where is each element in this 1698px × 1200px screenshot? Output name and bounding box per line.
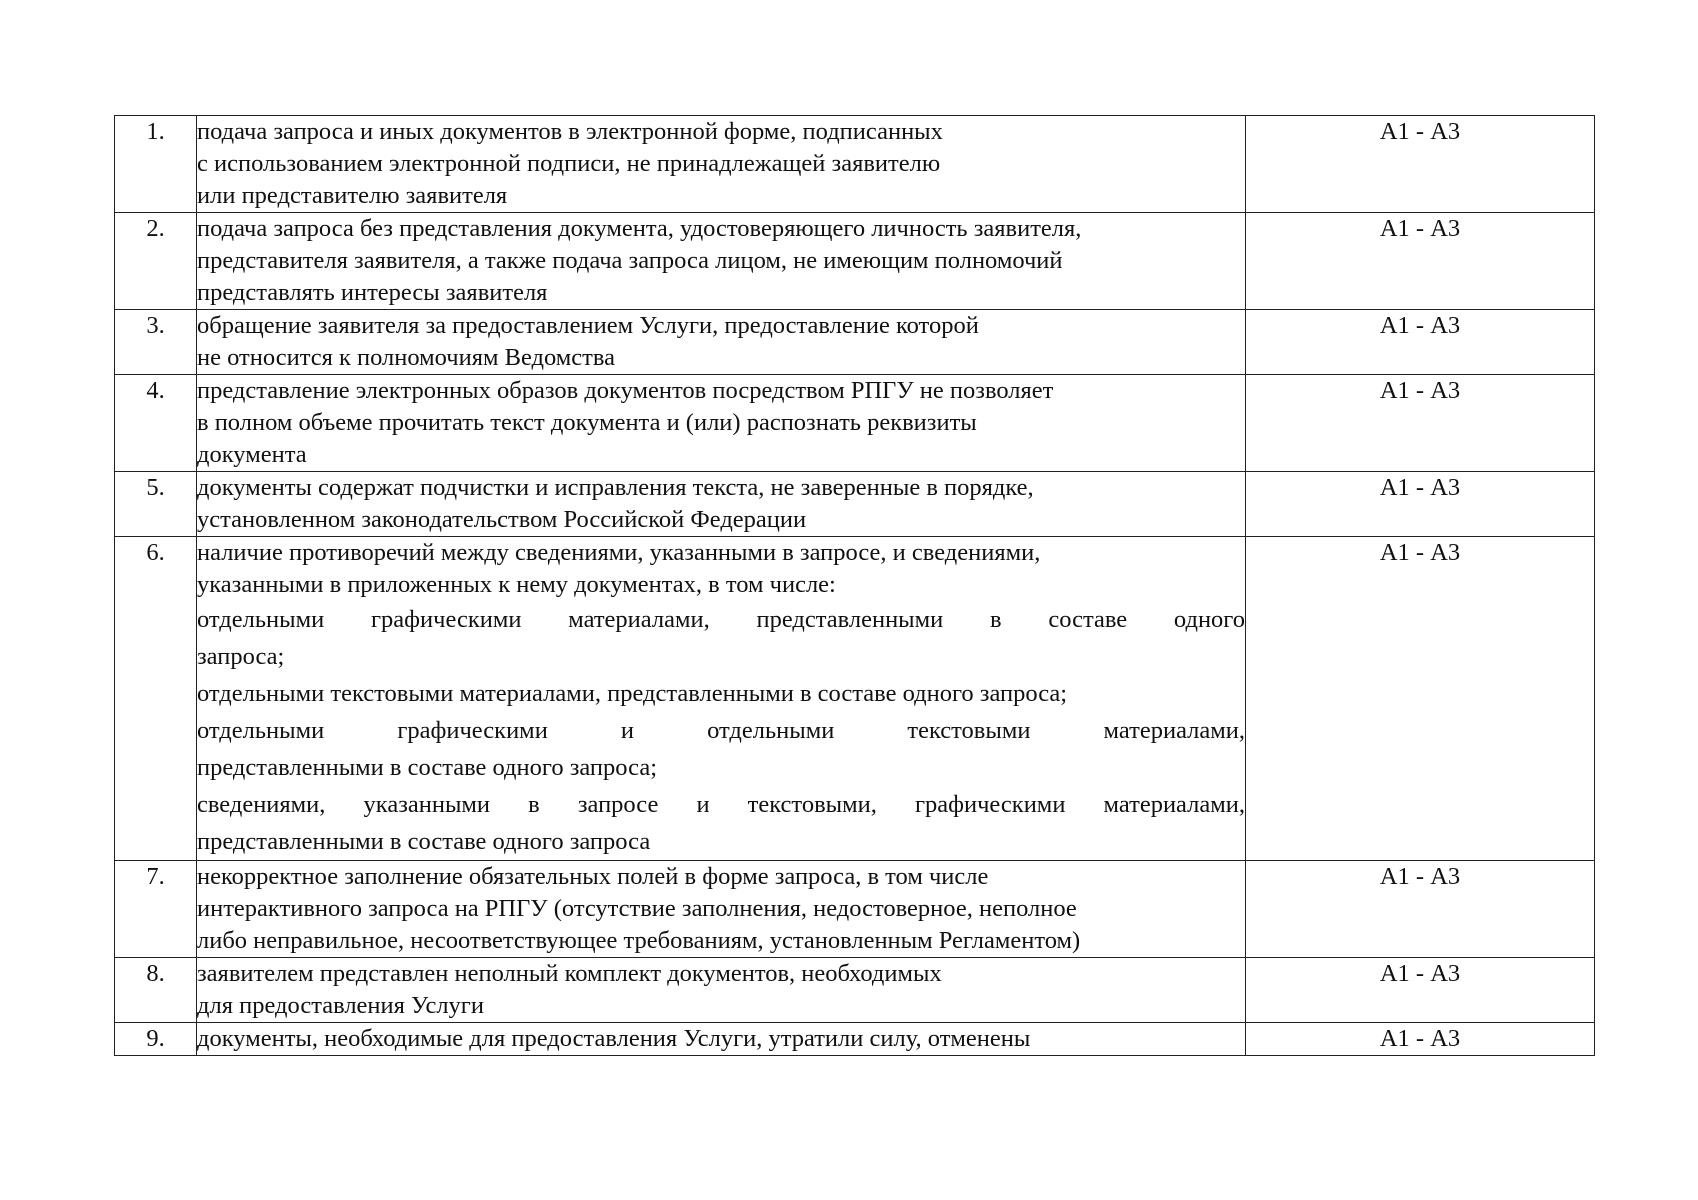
sub-item-line: отдельными текстовыми материалами, представленными в составе одного запроса; xyxy=(197,680,1068,707)
table-row xyxy=(115,537,1595,861)
row-description xyxy=(197,958,1246,1023)
description-line: документа xyxy=(197,441,307,468)
row-step-code: А1 - А3 xyxy=(1246,958,1595,1023)
row-step-code: А1 - А3 xyxy=(1246,375,1595,472)
description-line: документы, необходимые для предоставления Услуги, утратили силу, отменены xyxy=(197,1025,1031,1052)
sub-item-line: запроса; xyxy=(197,643,285,670)
row-number: 6. xyxy=(115,537,197,861)
row-number: 2. xyxy=(115,213,197,310)
description-line: некорректное заполнение обязательных полей в форме запроса, в том числе xyxy=(197,863,989,890)
row-step-code: А1 - А3 xyxy=(1246,472,1595,537)
sub-item-line: представленными в составе одного запроса xyxy=(197,828,651,855)
row-number: 7. xyxy=(115,861,197,958)
table-row xyxy=(115,310,1595,375)
row-number: 5. xyxy=(115,472,197,537)
table-body xyxy=(115,116,1595,1056)
description-line: документы содержат подчистки и исправления текста, не заверенные в порядке, xyxy=(197,474,1034,501)
table-row xyxy=(115,375,1595,472)
row-number: 1. xyxy=(115,116,197,213)
description-line: установленном законодательством Российской Федерации xyxy=(197,506,807,533)
row-description xyxy=(197,375,1246,472)
description-line: интерактивного запроса на РПГУ (отсутствие заполнения, недостоверное, неполное xyxy=(197,895,1077,922)
description-line: указанными в приложенных к нему документах, в том числе: xyxy=(197,571,836,598)
description-line: для предоставления Услуги xyxy=(197,992,484,1019)
description-line: представление электронных образов документов посредством РПГУ не позволяет xyxy=(197,377,1054,404)
table-row xyxy=(115,958,1595,1023)
row-step-code: А1 - А3 xyxy=(1246,537,1595,861)
sub-item-line: представленными в составе одного запроса; xyxy=(197,754,657,781)
row-description xyxy=(197,116,1246,213)
row-description xyxy=(197,310,1246,375)
row-number: 9. xyxy=(115,1023,197,1056)
table-row xyxy=(115,861,1595,958)
row-step-code: А1 - А3 xyxy=(1246,861,1595,958)
description-line: заявителем представлен неполный комплект документов, необходимых xyxy=(197,960,942,987)
table-row xyxy=(115,1023,1595,1056)
table-row xyxy=(115,116,1595,213)
row-number: 3. xyxy=(115,310,197,375)
row-number: 8. xyxy=(115,958,197,1023)
row-step-code: А1 - А3 xyxy=(1246,1023,1595,1056)
description-line: подача запроса без представления документа, удостоверяющего личность заявителя, xyxy=(197,215,1082,242)
row-description xyxy=(197,537,1246,861)
description-line: представлять интересы заявителя xyxy=(197,279,548,306)
sub-item-line: отдельными графическими материалами, представленными в составе одного xyxy=(197,606,1245,633)
description-line: представителя заявителя, а также подача запроса лицом, не имеющим полномочий xyxy=(197,247,1063,274)
table-row xyxy=(115,213,1595,310)
row-description xyxy=(197,861,1246,958)
row-description xyxy=(197,472,1246,537)
row-step-code: А1 - А3 xyxy=(1246,213,1595,310)
row-step-code: А1 - А3 xyxy=(1246,116,1595,213)
row-number: 4. xyxy=(115,375,197,472)
refusal-grounds-table xyxy=(114,115,1595,1056)
description-line: или представителю заявителя xyxy=(197,182,508,209)
row-description xyxy=(197,1023,1246,1056)
description-line: в полном объеме прочитать текст документа и (или) распознать реквизиты xyxy=(197,409,977,436)
row-step-code: А1 - А3 xyxy=(1246,310,1595,375)
row-description xyxy=(197,213,1246,310)
description-line: наличие противоречий между сведениями, указанными в запросе, и сведениями, xyxy=(197,539,1041,566)
description-line: с использованием электронной подписи, не принадлежащей заявителю xyxy=(197,150,941,177)
description-line: либо неправильное, несоответствующее требованиям, установленным Регламентом) xyxy=(197,927,1081,954)
description-line: обращение заявителя за предоставлением Услуги, предоставление которой xyxy=(197,312,979,339)
sub-item-line: отдельными графическими и отдельными текстовыми материалами, xyxy=(197,717,1245,744)
description-line: подача запроса и иных документов в электронной форме, подписанных xyxy=(197,118,943,145)
table-row xyxy=(115,472,1595,537)
sub-item-line: сведениями, указанными в запросе и текстовыми, графическими материалами, xyxy=(197,791,1245,818)
description-line: не относится к полномочиям Ведомства xyxy=(197,344,615,371)
